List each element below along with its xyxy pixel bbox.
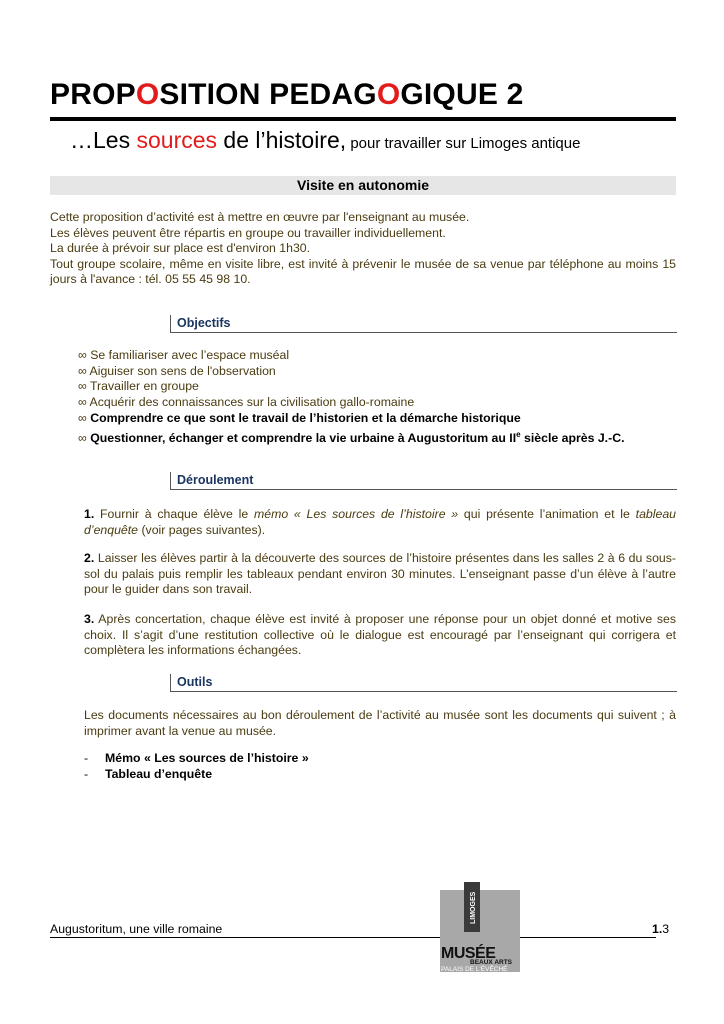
title-red-letter: O <box>376 78 401 111</box>
outils-paragraph: Les documents nécessaires au bon déroulement de l’activité au musée sont les documents qui suivent ; à imprimer avant la venue au musée. <box>84 708 676 738</box>
footer-rule <box>50 937 656 938</box>
infinity-bullet-icon: ∞ <box>78 395 87 410</box>
list-item-text: Comprendre ce que sont le travail de l’historien et la démarche historique <box>90 410 521 425</box>
list-item-text <box>90 431 624 445</box>
step-number: 2. <box>84 551 95 565</box>
infinity-bullet-icon: ∞ <box>78 379 87 394</box>
step-number: 3. <box>84 612 95 626</box>
list-item-text-part: Questionner, échanger et comprendre la vie urbaine à Augustoritum au II <box>90 430 517 445</box>
objectives-list <box>78 348 625 446</box>
step-text: Fournir à chaque élève le <box>94 507 254 521</box>
title-part: PROP <box>50 78 136 111</box>
step-text: (voir pages suivantes). <box>138 522 266 537</box>
list-item <box>78 411 625 427</box>
section-heading-objectifs: Objectifs <box>170 315 677 333</box>
list-item-text: Tableau d’enquête <box>105 766 213 781</box>
step-text: Laisser les élèves partir à la découverte des sources de l’histoire présentes dans les salles 2 à 6 du sous-sol du palais puis remplir les tableaux pendant environ 30 minutes. L’enseignant passe d’un élève à l’autre pour le guider dans son travail. <box>84 551 676 597</box>
intro-line: Cette proposition d’activité est à mettre en œuvre par l'enseignant au musée. <box>50 210 470 224</box>
infinity-bullet-icon: ∞ <box>78 410 87 425</box>
title-part: GIQUE 2 <box>400 78 524 111</box>
list-item-text: Acquérir des connaissances sur la civilisation gallo-romaine <box>89 395 415 410</box>
step-italic: tableau d’enquête <box>84 507 676 537</box>
dash-bullet: - <box>84 751 89 765</box>
page-number-bold: 1. <box>652 922 663 936</box>
dash-bullet: - <box>84 766 89 781</box>
logo-subtitle: BEAUX ARTS <box>470 959 513 966</box>
musee-logo <box>440 882 522 972</box>
infinity-bullet-icon: ∞ <box>78 363 87 378</box>
subtitle-highlight: sources <box>136 127 218 153</box>
visit-mode-banner: Visite en autonomie <box>50 176 676 195</box>
logo-caption: PALAIS DE L'ÉVÊCHÉ <box>441 966 508 972</box>
page-title <box>50 78 523 112</box>
intro-paragraph <box>50 210 676 288</box>
list-item <box>84 767 309 783</box>
step-number: 1. <box>84 507 95 521</box>
step-3 <box>84 612 676 659</box>
section-heading-outils: Outils <box>170 674 677 692</box>
list-item <box>84 751 309 767</box>
subtitle-prefix: …Les <box>70 127 137 153</box>
title-part: SITION PEDAG <box>159 78 377 111</box>
infinity-bullet-icon: ∞ <box>78 430 87 445</box>
footer-title: Augustoritum, une ville romaine <box>50 922 223 936</box>
list-item <box>78 395 625 411</box>
list-item <box>78 379 625 395</box>
subtitle-middle: de l’histoire, <box>217 127 347 153</box>
superscript: e <box>516 429 521 439</box>
outils-list <box>84 751 309 782</box>
list-item-text-part: siècle après J.-C. <box>520 430 625 445</box>
logo-vertical-text: LIMOGES <box>470 891 477 924</box>
step-text: Après concertation, chaque élève est invité à proposer une réponse pour un objet donné et motive ses choix. Il s’agit d’une restitution collective où le dialogue est encouragé par l’enseignant qui corrigera et complètera les informations échangées. <box>84 612 676 658</box>
step-text: qui présente l’animation et le <box>458 507 636 521</box>
subtitle-suffix: pour travailler sur Limoges antique <box>346 135 581 152</box>
title-red-letter: O <box>135 78 160 111</box>
intro-line: Tout groupe scolaire, même en visite libre, est invité à prévenir le musée de sa venue par téléphone au moins 15 jours à l'avance : tél. 05 55 45 98 10. <box>50 256 676 286</box>
intro-line: La durée à prévoir sur place est d'environ 1h30. <box>50 241 311 255</box>
list-item-text: Aiguiser son sens de l'observation <box>89 363 276 378</box>
list-item-text: Mémo « Les sources de l’histoire » <box>105 751 309 765</box>
page-number <box>652 922 669 936</box>
list-item <box>78 364 625 380</box>
infinity-bullet-icon: ∞ <box>78 348 87 362</box>
step-1 <box>84 507 676 538</box>
list-item <box>78 427 625 447</box>
section-heading-deroulement: Déroulement <box>170 472 677 490</box>
subtitle <box>70 127 580 154</box>
page-number-rest: 3 <box>662 922 670 936</box>
list-item-text: Se familiariser avec l’espace muséal <box>90 348 290 362</box>
list-item-text: Travailler en groupe <box>89 379 199 394</box>
logo-title: MUSÉE <box>441 945 496 962</box>
step-2 <box>84 551 676 598</box>
step-italic: mémo « Les sources de l’histoire » <box>254 507 459 521</box>
list-item <box>78 348 625 364</box>
intro-line: Les élèves peuvent être répartis en groupe ou travailler individuellement. <box>50 225 446 240</box>
title-underline <box>50 117 676 121</box>
